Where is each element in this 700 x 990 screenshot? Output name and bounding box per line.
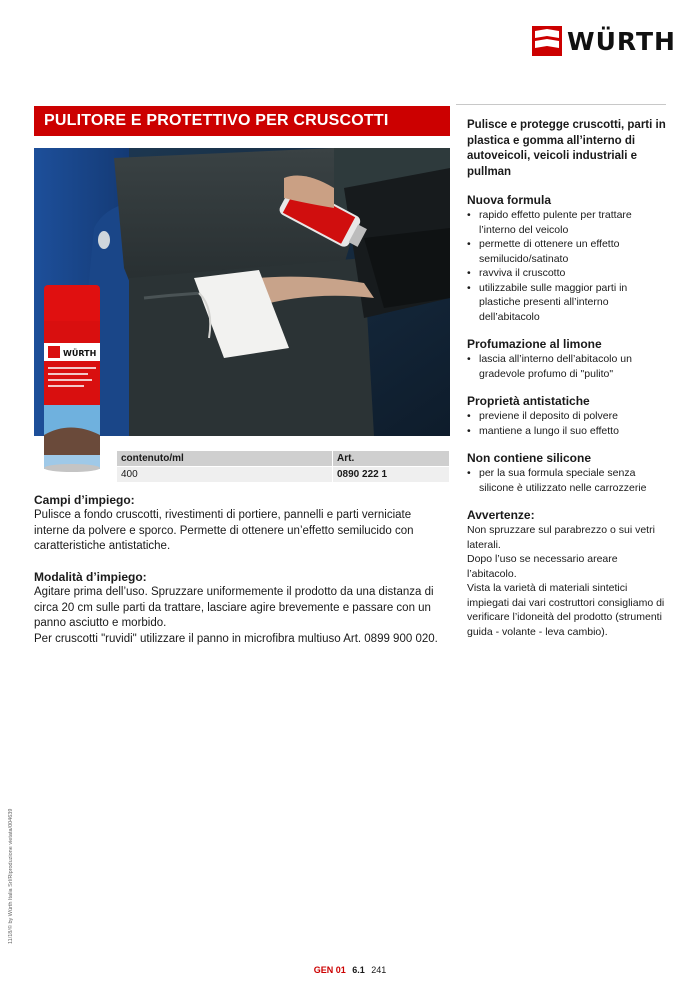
product-intro: Pulisce e protegge cruscotti, parti in plastica e gomma all’interno di autoveicoli, veicoli industriali e pullman <box>467 119 666 178</box>
table-cell-content: 400 <box>117 467 333 483</box>
feature-heading: Profumazione al limone <box>467 337 602 351</box>
usage-text: Pulisce a fondo cruscotti, rivestimenti di portiere, pannelli e parti verniciate interne da polvere e sporco. Permette di ottenere un’effetto semilucido con caratteristiche antistatiche. <box>34 509 414 552</box>
feature-list <box>467 409 667 438</box>
method-section <box>34 569 446 647</box>
method-text: Agitare prima dell’uso. Spruzzare uniformemente il prodotto da una distanza di circa 20 cm sulle parti da trattare, lasciare agire brevemente e passare con un panno asciutto e morbido. <box>34 586 434 629</box>
method-text-2: Per cruscotti "ruvidi" utilizzare il panno in microfibra multiuso Art. 0899 900 020. <box>34 632 438 645</box>
brand-name: WÜRTH <box>567 26 676 56</box>
list-item: • mantiene a lungo il suo effetto <box>467 424 667 439</box>
list-item: • permette di ottenere un effetto semilucido/satinato <box>467 237 667 266</box>
list-item: • lascia all’interno dell’abitacolo un gradevole profumo di "pulito" <box>467 352 667 381</box>
list-item: • rapido effetto pulente per trattare l’interno del veicolo <box>467 208 667 237</box>
features-column <box>467 118 667 639</box>
table-row <box>117 467 450 483</box>
spray-can-image <box>40 285 104 473</box>
feature-list <box>467 208 667 324</box>
top-divider <box>456 104 666 105</box>
warning-line: Dopo l’uso se necessario areare l’abitacolo. <box>467 553 618 580</box>
usage-section <box>34 492 446 555</box>
feature-list <box>467 352 667 381</box>
page-footer <box>0 965 700 975</box>
feature-list <box>467 466 667 495</box>
product-table <box>116 450 450 483</box>
feature-heading: Non contiene silicone <box>467 451 592 465</box>
page-title: PULITORE E PROTETTIVO PER CRUSCOTTI <box>34 106 450 136</box>
list-item: • ravviva il cruscotto <box>467 266 667 281</box>
table-header-art: Art. <box>333 451 450 467</box>
catalog-code: GEN 01 <box>313 965 346 975</box>
table-cell-art: 0890 222 1 <box>333 467 450 483</box>
svg-text:WÜRTH: WÜRTH <box>63 349 97 358</box>
feature-heading: Proprietà antistatiche <box>467 394 590 408</box>
method-heading: Modalità d’impiego: <box>34 570 147 584</box>
section-number: 6.1 <box>352 965 365 975</box>
usage-heading: Campi d’impiego: <box>34 493 135 507</box>
warning-line: Vista la varietà di materiali sintetici impiegati dai vari costruttori consigliamo di verificare l’idoneità del prodotto (strumenti guida - volante - leva cambio). <box>467 582 665 638</box>
page-number: 241 <box>371 965 387 975</box>
list-item: • previene il deposito di polvere <box>467 409 667 424</box>
wurth-logo <box>532 26 676 56</box>
warning-line: Non spruzzare sul parabrezzo o sui vetri laterali. <box>467 524 655 551</box>
table-header-row <box>117 451 450 467</box>
table-header-content: contenuto/ml <box>117 451 333 467</box>
list-item: • per la sua formula speciale senza silicone è utilizzato nelle carrozzerie <box>467 466 667 495</box>
list-item: • utilizzabile sulle maggior parti in plastiche presenti all’interno dell’abitacolo <box>467 281 667 325</box>
warnings-section <box>467 507 667 639</box>
side-credit: 11/18/© by Würth Italia Srl/Riproduzione vietata/004639 <box>8 808 14 944</box>
feature-heading: Nuova formula <box>467 193 552 207</box>
warnings-heading: Avvertenze: <box>467 508 535 522</box>
wurth-logo-mark-icon <box>532 26 562 56</box>
